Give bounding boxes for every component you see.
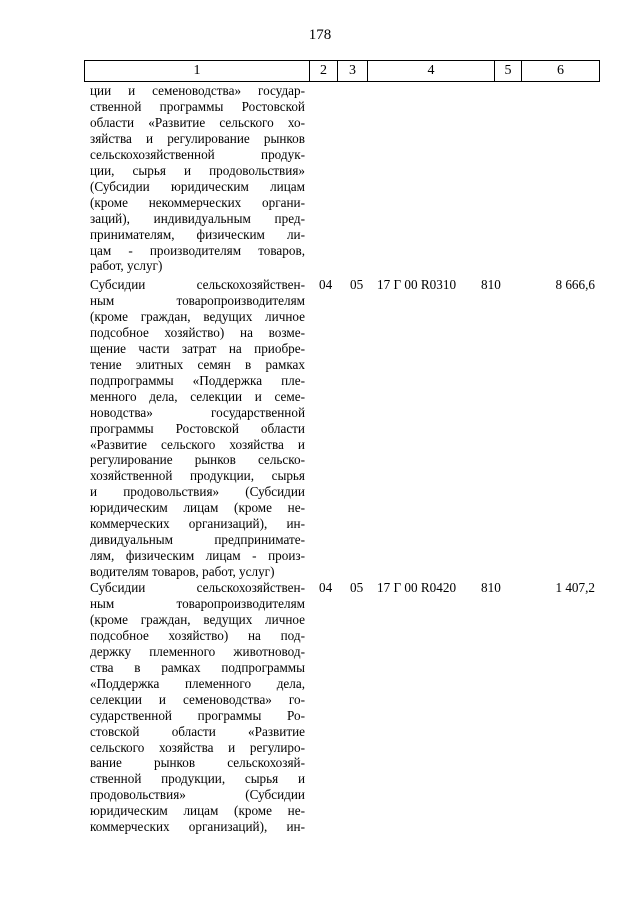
row-2-col-5: 810 <box>481 580 501 595</box>
description-line: работ, услуг) <box>90 258 163 274</box>
description-line: (кроме некоммерческих органи- <box>90 194 305 210</box>
description-line: Субсидии сельскохозяйствен- <box>90 277 305 292</box>
header-col-6: 6 <box>557 63 564 78</box>
description-line: (Субсидии юридическим лицам <box>90 178 305 194</box>
description-line: программы Ростовской области <box>90 420 305 436</box>
row-1-col-4: 17 Г 00 R0310 <box>377 277 457 292</box>
row-1-col-3: 05 <box>350 277 364 292</box>
description-line: регулирование рынков сельско- <box>90 452 305 468</box>
row-2-col-6: 1 407,2 <box>555 580 595 595</box>
description-line: держку племенного животновод- <box>90 643 305 659</box>
description-line: продовольствия» (Субсидии <box>90 787 305 803</box>
description-line: подсобное хозяйство) на под- <box>90 627 305 643</box>
description-line: юридическим лицам (кроме не- <box>90 803 305 819</box>
description-line: подсобное хозяйство) на возме- <box>90 324 305 340</box>
description-line: вание рынков сельскохозяй- <box>90 755 305 771</box>
description-line: стовской области «Развитие <box>90 723 305 739</box>
row-1-col-6: 8 666,6 <box>555 277 595 292</box>
row-1-col-2: 04 <box>319 277 333 292</box>
row-1-col-5: 810 <box>481 277 501 292</box>
description-line: дивидуальным предпринимате- <box>90 532 305 548</box>
row-2-col-4: 17 Г 00 R0420 <box>377 580 457 595</box>
description-line: ным товаропроизводителям <box>90 595 305 611</box>
table-row-description <box>90 580 305 835</box>
header-col-2: 2 <box>310 61 338 81</box>
header-col-1: 1 <box>85 61 310 81</box>
description-line: ции и семеноводства» государ- <box>90 83 305 98</box>
description-line: ции, сырья и продовольствия» <box>90 162 305 178</box>
description-line: цам - производителям товаров, <box>90 242 305 258</box>
header-col-3: 3 <box>338 61 368 81</box>
description-line: принимателям, физическим ли- <box>90 226 305 242</box>
description-line: и продовольствия» (Субсидии <box>90 484 305 500</box>
description-line: области «Развитие сельского хо- <box>90 114 305 130</box>
description-line: зяйства и регулирование рынков <box>90 130 305 146</box>
description-line: сельского хозяйства и регулиро- <box>90 739 305 755</box>
description-line: коммерческих организаций), ин- <box>90 516 305 532</box>
description-line: менного дела, селекции и семе- <box>90 388 305 404</box>
table-row-description <box>90 277 305 580</box>
table-header-row <box>84 60 600 82</box>
row-2-col-2: 04 <box>319 580 333 595</box>
description-line: хозяйственной продукции, сырья <box>90 468 305 484</box>
description-line: ственной программы Ростовской <box>90 98 305 114</box>
description-line: сударственной программы Ро- <box>90 707 305 723</box>
description-line: ным товаропроизводителям <box>90 292 305 308</box>
description-line: лям, физическим лицам - произ- <box>90 548 305 564</box>
description-line: коммерческих организаций), ин- <box>90 819 305 835</box>
table-row-description <box>90 83 305 274</box>
description-line: щение части затрат на приобре- <box>90 340 305 356</box>
description-line: заций), индивидуальным пред- <box>90 210 305 226</box>
description-line: тение элитных семян в рамках <box>90 356 305 372</box>
page-number: 178 <box>308 27 332 43</box>
description-line: (кроме граждан, ведущих личное <box>90 308 305 324</box>
description-line: (кроме граждан, ведущих личное <box>90 611 305 627</box>
description-line: Субсидии сельскохозяйствен- <box>90 580 305 595</box>
description-line: новодства» государственной <box>90 404 305 420</box>
description-line: водителям товаров, работ, услуг) <box>90 564 275 580</box>
description-line: «Развитие сельского хозяйства и <box>90 436 305 452</box>
description-line: подпрограммы «Поддержка пле- <box>90 372 305 388</box>
header-col-5: 5 <box>495 61 522 81</box>
description-line: селекции и семеноводства» го- <box>90 691 305 707</box>
description-line: сельскохозяйственной продук- <box>90 146 305 162</box>
description-line: «Поддержка племенного дела, <box>90 675 305 691</box>
row-2-col-3: 05 <box>350 580 364 595</box>
header-col-4: 4 <box>368 61 495 81</box>
description-line: ственной продукции, сырья и <box>90 771 305 787</box>
description-line: юридическим лицам (кроме не- <box>90 500 305 516</box>
description-line: ства в рамках подпрограммы <box>90 659 305 675</box>
